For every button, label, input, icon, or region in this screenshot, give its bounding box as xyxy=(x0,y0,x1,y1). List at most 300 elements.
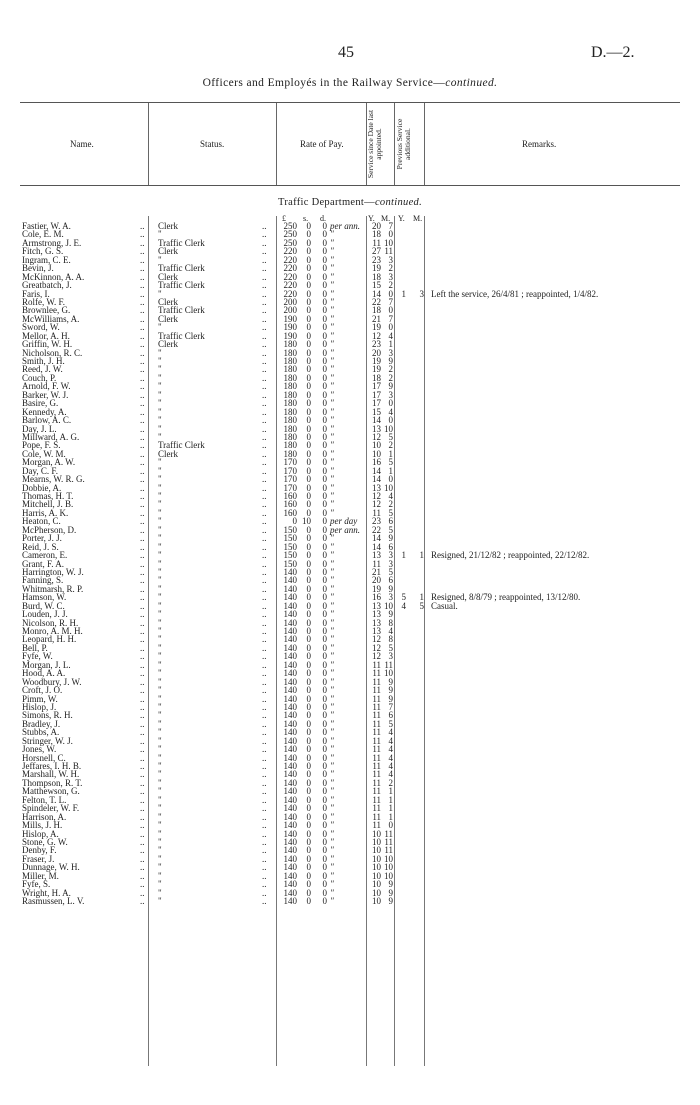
employee-name: Leopard, H. H. xyxy=(22,634,77,645)
table-row xyxy=(0,897,700,905)
service-years: 13 xyxy=(372,423,381,434)
service-months: 3 xyxy=(388,347,393,358)
leader-dots: .. xyxy=(140,516,145,527)
leader-dots: .. xyxy=(262,735,267,746)
rate-shillings: 0 xyxy=(306,887,311,898)
leader-dots: .. xyxy=(140,499,145,510)
rate-pounds: 140 xyxy=(283,566,297,577)
employee-status: " xyxy=(158,811,162,822)
service-years: 11 xyxy=(372,752,381,763)
table-row xyxy=(0,391,700,399)
rate-period: " xyxy=(330,347,334,358)
rate-pence: 0 xyxy=(322,761,327,771)
leader-dots: .. xyxy=(140,617,145,628)
table-row xyxy=(0,711,700,719)
leader-dots: .. xyxy=(140,457,145,468)
rate-period: " xyxy=(330,389,334,400)
service-months: 6 xyxy=(388,710,393,721)
service-years: 23 xyxy=(372,516,381,527)
service-months: 11 xyxy=(384,659,393,670)
leader-dots: .. xyxy=(262,752,267,763)
employee-name: Reed, J. W. xyxy=(22,364,63,375)
rate-period: " xyxy=(330,330,334,341)
service-months: 4 xyxy=(388,735,393,746)
leader-dots: .. xyxy=(262,533,267,544)
employee-status: " xyxy=(158,828,162,839)
service-months: 1 xyxy=(388,448,393,459)
rate-pence: 0 xyxy=(322,735,327,746)
rate-period: " xyxy=(330,550,334,561)
leader-dots: .. xyxy=(140,626,145,636)
service-months: 4 xyxy=(388,330,393,341)
service-years: 11 xyxy=(372,693,381,704)
employee-status: " xyxy=(158,533,162,544)
table-header xyxy=(20,102,680,186)
leader-dots: .. xyxy=(140,398,145,409)
service-months: 0 xyxy=(388,229,393,240)
rate-shillings: 0 xyxy=(306,406,311,417)
employee-status: " xyxy=(158,406,162,417)
employee-status: " xyxy=(158,693,162,704)
rate-shillings: 0 xyxy=(306,609,311,620)
table-row xyxy=(0,492,700,500)
service-years: 23 xyxy=(372,254,381,265)
service-years: 13 xyxy=(372,626,381,636)
employee-name: Fitch, G. S. xyxy=(22,246,64,257)
rate-period: " xyxy=(330,507,334,518)
leader-dots: .. xyxy=(140,550,145,561)
service-years: 11 xyxy=(372,685,381,696)
service-months: 9 xyxy=(388,896,393,906)
employee-name: Harrington, W. J. xyxy=(22,566,84,577)
rate-pounds: 150 xyxy=(283,558,297,569)
rate-pence: 0 xyxy=(322,676,327,687)
leader-dots: .. xyxy=(140,609,145,620)
employee-status: " xyxy=(158,836,162,847)
rate-pence: 0 xyxy=(322,389,327,400)
employee-name: Whitmarsh, R. P. xyxy=(22,583,84,594)
service-years: 11 xyxy=(372,237,381,248)
service-years: 11 xyxy=(372,794,381,805)
service-months: 3 xyxy=(388,558,393,569)
leader-dots: .. xyxy=(140,803,145,814)
rate-pounds: 180 xyxy=(283,339,297,350)
rate-pounds: 140 xyxy=(283,693,297,704)
employee-status: " xyxy=(158,356,162,366)
rate-pence: 0 xyxy=(322,659,327,670)
table-row xyxy=(0,635,700,643)
rate-pounds: 140 xyxy=(283,811,297,822)
leader-dots: .. xyxy=(140,752,145,763)
service-months: 10 xyxy=(384,600,393,611)
column-divider xyxy=(276,103,277,185)
rate-period: " xyxy=(330,465,334,476)
rate-pounds: 140 xyxy=(283,634,297,645)
service-years: 15 xyxy=(372,406,381,417)
rate-period: " xyxy=(330,246,334,257)
rate-period: per ann. xyxy=(330,221,360,231)
rate-period: " xyxy=(330,423,334,434)
rate-shillings: 0 xyxy=(306,288,311,299)
employee-status: " xyxy=(158,642,162,653)
rate-shillings: 0 xyxy=(306,305,311,316)
rate-period: " xyxy=(330,651,334,662)
employee-status: " xyxy=(158,254,162,265)
rate-pounds: 140 xyxy=(283,583,297,594)
leader-dots: .. xyxy=(140,566,145,577)
rate-shillings: 0 xyxy=(306,777,311,788)
table-row xyxy=(0,644,700,652)
rate-pounds: 170 xyxy=(283,482,297,493)
service-years: 11 xyxy=(372,735,381,746)
unit-shilling: s. xyxy=(303,214,309,223)
table-row xyxy=(0,349,700,357)
rate-pounds: 140 xyxy=(283,575,297,586)
service-months: 5 xyxy=(388,457,393,468)
employee-status: Traffic Clerk xyxy=(158,263,205,274)
table-row xyxy=(0,247,700,255)
employee-name: Harrison, A. xyxy=(22,811,67,822)
previous-months: 5 xyxy=(419,600,424,611)
employee-name: Spindeler, W. F. xyxy=(22,803,80,814)
employee-status: Clerk xyxy=(158,339,178,350)
table-row xyxy=(0,526,700,534)
rate-pence: 0 xyxy=(322,668,327,679)
service-months: 9 xyxy=(388,356,393,366)
rate-period: " xyxy=(330,431,334,442)
service-months: 5 xyxy=(388,642,393,653)
leader-dots: .. xyxy=(262,288,267,299)
rate-pence: 0 xyxy=(322,280,327,291)
rate-pounds: 180 xyxy=(283,364,297,375)
rate-pounds: 190 xyxy=(283,322,297,333)
leader-dots: .. xyxy=(262,330,267,341)
leader-dots: .. xyxy=(140,389,145,400)
employee-status: " xyxy=(158,592,162,603)
employee-status: " xyxy=(158,423,162,434)
leader-dots: .. xyxy=(262,465,267,476)
rate-pence: 0 xyxy=(322,794,327,805)
employee-name: Simons, R. H. xyxy=(22,710,73,721)
rate-pounds: 140 xyxy=(283,592,297,603)
table-row xyxy=(0,534,700,542)
rate-pence: 0 xyxy=(322,507,327,518)
rate-pounds: 190 xyxy=(283,330,297,341)
leader-dots: .. xyxy=(262,845,267,856)
rate-period: " xyxy=(330,701,334,712)
rate-pence: 0 xyxy=(322,457,327,468)
employee-name: Thomas, H. T. xyxy=(22,491,74,501)
rate-shillings: 0 xyxy=(306,718,311,729)
employee-status: " xyxy=(158,803,162,814)
table-row xyxy=(0,306,700,314)
service-months: 4 xyxy=(388,491,393,501)
leader-dots: .. xyxy=(262,769,267,780)
employee-status: " xyxy=(158,524,162,535)
leader-dots: .. xyxy=(262,794,267,805)
service-years: 27 xyxy=(372,246,381,257)
employee-status: " xyxy=(158,617,162,628)
employee-name: Stone, G. W. xyxy=(22,836,68,847)
rate-pounds: 180 xyxy=(283,423,297,434)
table-row xyxy=(0,467,700,475)
service-months: 3 xyxy=(388,550,393,561)
leader-dots: .. xyxy=(140,735,145,746)
rate-pounds: 140 xyxy=(283,617,297,628)
employee-status: " xyxy=(158,389,162,400)
rate-pounds: 170 xyxy=(283,465,297,476)
table-row xyxy=(0,619,700,627)
rate-pounds: 140 xyxy=(283,685,297,696)
rate-shillings: 0 xyxy=(306,727,311,738)
rate-pounds: 140 xyxy=(283,853,297,864)
employee-status: " xyxy=(158,752,162,763)
rate-period: " xyxy=(330,862,334,873)
employee-status: " xyxy=(158,845,162,856)
employee-status: " xyxy=(158,507,162,518)
rate-period: " xyxy=(330,296,334,307)
rate-shillings: 0 xyxy=(306,263,311,274)
employee-status: " xyxy=(158,769,162,780)
rate-period: " xyxy=(330,727,334,738)
leader-dots: .. xyxy=(140,862,145,873)
employee-name: Stringer, W. J. xyxy=(22,735,73,746)
rate-pence: 0 xyxy=(322,769,327,780)
employee-name: Greatbatch, J. xyxy=(22,280,72,291)
employee-name: Hamson, W. xyxy=(22,592,67,603)
leader-dots: .. xyxy=(140,347,145,358)
rate-period: " xyxy=(330,491,334,501)
rate-pence: 0 xyxy=(322,415,327,426)
previous-years: 1 xyxy=(401,288,406,299)
rate-period: " xyxy=(330,364,334,375)
rate-pounds: 140 xyxy=(283,836,297,847)
rate-pounds: 180 xyxy=(283,415,297,426)
employee-status: " xyxy=(158,761,162,771)
employee-status: " xyxy=(158,879,162,890)
rate-period: " xyxy=(330,693,334,704)
service-years: 14 xyxy=(372,541,381,552)
rate-shillings: 0 xyxy=(306,465,311,476)
rate-period: " xyxy=(330,288,334,299)
section-title xyxy=(0,197,700,208)
employee-name: Morgan, J. L. xyxy=(22,659,71,670)
leader-dots: .. xyxy=(140,305,145,316)
rate-pounds: 200 xyxy=(283,305,297,316)
rate-pence: 0 xyxy=(322,862,327,873)
employee-status: " xyxy=(158,457,162,468)
rate-pence: 0 xyxy=(322,693,327,704)
service-years: 11 xyxy=(372,718,381,729)
service-months: 3 xyxy=(388,254,393,265)
table-row xyxy=(0,332,700,340)
employee-name: Brownlee, G. xyxy=(22,305,71,316)
leader-dots: .. xyxy=(262,364,267,375)
service-years: 11 xyxy=(372,507,381,518)
leader-dots: .. xyxy=(262,600,267,611)
table-row xyxy=(0,669,700,677)
service-months: 5 xyxy=(388,718,393,729)
service-years: 18 xyxy=(372,372,381,383)
rate-shillings: 0 xyxy=(306,246,311,257)
service-years: 20 xyxy=(372,347,381,358)
leader-dots: .. xyxy=(262,280,267,291)
service-years: 11 xyxy=(372,811,381,822)
service-months: 11 xyxy=(384,246,393,257)
service-months: 5 xyxy=(388,507,393,518)
leader-dots: .. xyxy=(262,659,267,670)
employee-status: " xyxy=(158,718,162,729)
leader-dots: .. xyxy=(140,237,145,248)
rate-period: " xyxy=(330,887,334,898)
rate-pounds: 150 xyxy=(283,533,297,544)
leader-dots: .. xyxy=(262,296,267,307)
rate-pence: 0 xyxy=(322,811,327,822)
leader-dots: .. xyxy=(262,853,267,864)
service-months: 4 xyxy=(388,406,393,417)
rate-pounds: 140 xyxy=(283,752,297,763)
rate-shillings: 0 xyxy=(306,296,311,307)
employee-name: Croft, J. O. xyxy=(22,685,63,696)
rate-pence: 0 xyxy=(322,440,327,451)
rate-pounds: 140 xyxy=(283,718,297,729)
previous-months: 3 xyxy=(419,288,424,299)
table-row xyxy=(0,652,700,660)
unit-prev-months: M. xyxy=(413,214,423,223)
leader-dots: .. xyxy=(140,558,145,569)
employee-table xyxy=(0,222,700,905)
rate-pounds: 180 xyxy=(283,431,297,442)
employee-status: " xyxy=(158,609,162,620)
employee-name: Basire, G. xyxy=(22,398,59,409)
table-row xyxy=(0,230,700,238)
service-months: 3 xyxy=(388,592,393,603)
leader-dots: .. xyxy=(262,617,267,628)
service-months: 3 xyxy=(388,389,393,400)
service-months: 0 xyxy=(388,415,393,426)
rate-shillings: 0 xyxy=(306,845,311,856)
leader-dots: .. xyxy=(262,347,267,358)
rate-shillings: 0 xyxy=(306,769,311,780)
table-row xyxy=(0,678,700,686)
rate-pence: 0 xyxy=(322,566,327,577)
table-row xyxy=(0,290,700,298)
service-months: 2 xyxy=(388,280,393,291)
table-row xyxy=(0,357,700,365)
rate-shillings: 0 xyxy=(306,499,311,510)
leader-dots: .. xyxy=(262,744,267,755)
rate-shillings: 0 xyxy=(306,659,311,670)
unit-years: Y. xyxy=(368,214,375,223)
rate-shillings: 0 xyxy=(306,583,311,594)
service-years: 11 xyxy=(372,777,381,788)
table-row xyxy=(0,745,700,753)
rate-pounds: 140 xyxy=(283,651,297,662)
employee-name: Bevin, J. xyxy=(22,263,54,274)
service-months: 0 xyxy=(388,288,393,299)
leader-dots: .. xyxy=(140,482,145,493)
service-years: 11 xyxy=(372,769,381,780)
table-row xyxy=(0,273,700,281)
service-months: 1 xyxy=(388,811,393,822)
rate-period: " xyxy=(330,600,334,611)
rate-shillings: 10 xyxy=(302,516,311,527)
rate-pounds: 170 xyxy=(283,474,297,485)
rate-pence: 0 xyxy=(322,356,327,366)
rate-pence: 0 xyxy=(322,853,327,864)
rate-shillings: 0 xyxy=(306,786,311,797)
rate-shillings: 0 xyxy=(306,347,311,358)
rate-pence: 0 xyxy=(322,229,327,240)
header-name: Name. xyxy=(70,139,94,149)
rate-pence: 0 xyxy=(322,752,327,763)
leader-dots: .. xyxy=(140,668,145,679)
table-row xyxy=(0,399,700,407)
rate-shillings: 0 xyxy=(306,617,311,628)
service-months: 4 xyxy=(388,626,393,636)
employee-name: Stubbs, A. xyxy=(22,727,60,738)
service-months: 6 xyxy=(388,575,393,586)
table-row xyxy=(0,264,700,272)
leader-dots: .. xyxy=(262,634,267,645)
service-months: 7 xyxy=(388,701,393,712)
rate-period: " xyxy=(330,659,334,670)
employee-status: " xyxy=(158,229,162,240)
unit-pence: d. xyxy=(320,214,326,223)
service-years: 11 xyxy=(372,744,381,755)
rate-shillings: 0 xyxy=(306,761,311,771)
rate-pounds: 140 xyxy=(283,600,297,611)
employee-name: Faris, I. xyxy=(22,288,50,299)
employee-status: Clerk xyxy=(158,246,178,257)
leader-dots: .. xyxy=(140,727,145,738)
leader-dots: .. xyxy=(140,465,145,476)
employee-status: " xyxy=(158,322,162,333)
rate-pence: 0 xyxy=(322,685,327,696)
leader-dots: .. xyxy=(262,440,267,451)
service-months: 8 xyxy=(388,617,393,628)
service-years: 10 xyxy=(372,836,381,847)
rate-pounds: 220 xyxy=(283,263,297,274)
rate-pounds: 140 xyxy=(283,769,297,780)
rate-shillings: 0 xyxy=(306,280,311,291)
rate-shillings: 0 xyxy=(306,896,311,906)
employee-name: Rolfe, W. F. xyxy=(22,296,66,307)
employee-name: Marshall, W. H. xyxy=(22,769,80,780)
table-row xyxy=(0,365,700,373)
rate-shillings: 0 xyxy=(306,415,311,426)
employee-name: Denby, F. xyxy=(22,845,57,856)
rate-period: " xyxy=(330,634,334,645)
leader-dots: .. xyxy=(140,583,145,594)
employee-status: " xyxy=(158,887,162,898)
rate-pence: 0 xyxy=(322,744,327,755)
employee-status: " xyxy=(158,651,162,662)
leader-dots: .. xyxy=(140,685,145,696)
service-months: 10 xyxy=(384,862,393,873)
rate-shillings: 0 xyxy=(306,372,311,383)
employee-name: Jeffares, I. H. B. xyxy=(22,761,82,771)
service-months: 4 xyxy=(388,752,393,763)
rate-shillings: 0 xyxy=(306,634,311,645)
rate-shillings: 0 xyxy=(306,870,311,881)
rate-period: " xyxy=(330,609,334,620)
rate-pounds: 140 xyxy=(283,668,297,679)
rate-pence: 0 xyxy=(322,710,327,721)
employee-status: " xyxy=(158,634,162,645)
service-months: 9 xyxy=(388,887,393,898)
rate-pounds: 220 xyxy=(283,288,297,299)
